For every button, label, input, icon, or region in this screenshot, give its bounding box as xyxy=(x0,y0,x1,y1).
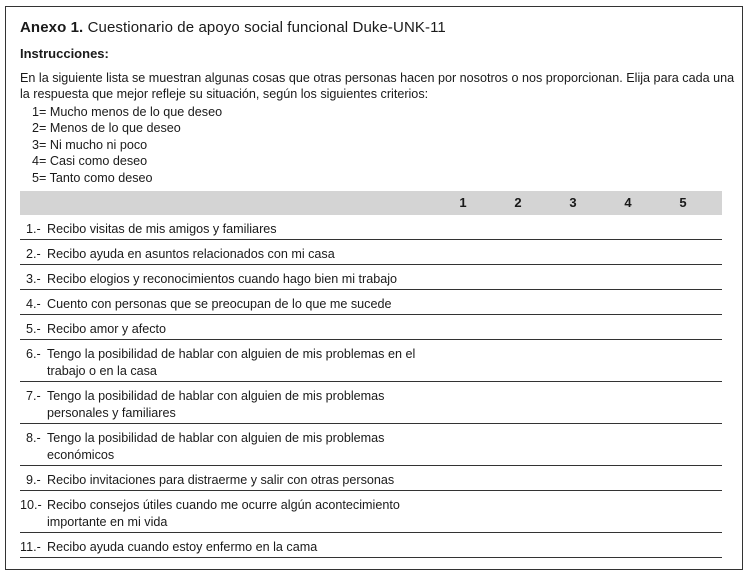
item-number: 5.- xyxy=(26,322,41,336)
criteria-item: 1= Mucho menos de lo que deseo xyxy=(32,105,223,119)
table-row xyxy=(20,382,722,424)
item-text: Recibo amor y afecto xyxy=(47,322,166,336)
item-number: 8.- xyxy=(26,431,41,445)
table-row xyxy=(20,491,722,533)
item-number: 7.- xyxy=(26,389,41,403)
item-text: Recibo visitas de mis amigos y familiares xyxy=(47,222,277,236)
scale-header-2: 2 xyxy=(514,195,522,210)
item-number: 3.- xyxy=(26,272,41,286)
item-number: 10.- xyxy=(20,498,42,512)
table-row xyxy=(20,424,722,466)
criteria-item: 3= Ni mucho ni poco xyxy=(32,137,148,152)
item-number: 1.- xyxy=(26,222,41,236)
item-number: 9.- xyxy=(26,473,41,487)
item-text: Recibo ayuda en asuntos relacionados con mi casa xyxy=(47,247,335,261)
table-row xyxy=(20,533,722,558)
criteria-list xyxy=(32,104,222,186)
table-row xyxy=(20,340,722,382)
table-row xyxy=(20,466,722,491)
table-row xyxy=(20,265,722,290)
item-text: Recibo elogios y reconocimientos cuando hago bien mi trabajo xyxy=(47,272,398,286)
table-row xyxy=(20,290,722,315)
questionnaire-table xyxy=(20,215,722,558)
criteria-item: 5= Tanto como deseo xyxy=(32,170,153,185)
scale-header-1: 1 xyxy=(459,195,467,210)
scale-header-5: 5 xyxy=(679,195,687,210)
scale-header-4: 4 xyxy=(624,195,632,210)
table-row xyxy=(20,315,722,340)
annex-title xyxy=(20,19,446,36)
annex-label: Anexo 1. xyxy=(20,19,84,36)
item-text: Recibo consejos útiles cuando me ocurre algún acontecimiento importante en mi vida xyxy=(47,498,400,529)
item-text: Tengo la posibilidad de hablar con alguien de mis problemas económicos xyxy=(47,431,385,462)
scale-header-3: 3 xyxy=(569,195,577,210)
item-number: 2.- xyxy=(26,247,41,261)
item-number: 6.- xyxy=(26,347,41,361)
item-text: Tengo la posibilidad de hablar con alguien de mis problemas personales y familiares xyxy=(47,389,385,420)
item-text: Recibo ayuda cuando estoy enfermo en la cama xyxy=(47,540,318,554)
instructions-heading: Instrucciones: xyxy=(20,46,109,61)
criteria-item: 2= Menos de lo que deseo xyxy=(32,121,181,136)
annex-title-text: Cuestionario de apoyo social funcional Duke-UNK-11 xyxy=(87,19,446,36)
table-header xyxy=(20,191,722,215)
item-number: 4.- xyxy=(26,297,41,311)
table-row xyxy=(20,215,722,240)
item-text: Recibo invitaciones para distraerme y salir con otras personas xyxy=(47,473,395,487)
item-number: 11.- xyxy=(20,540,41,554)
table-row xyxy=(20,240,722,265)
item-text: Tengo la posibilidad de hablar con alguien de mis problemas en el trabajo o en la casa xyxy=(47,347,416,378)
item-text: Cuento con personas que se preocupan de lo que me sucede xyxy=(47,297,392,311)
instructions-intro: En la siguiente lista se muestran algunas cosas que otras personas hacen por nosotros o nos proporcionan. Elija para cada una la respuesta que mejor refleje su situación, según los siguientes criterios: xyxy=(20,71,735,101)
criteria-item: 4= Casi como deseo xyxy=(32,154,148,169)
